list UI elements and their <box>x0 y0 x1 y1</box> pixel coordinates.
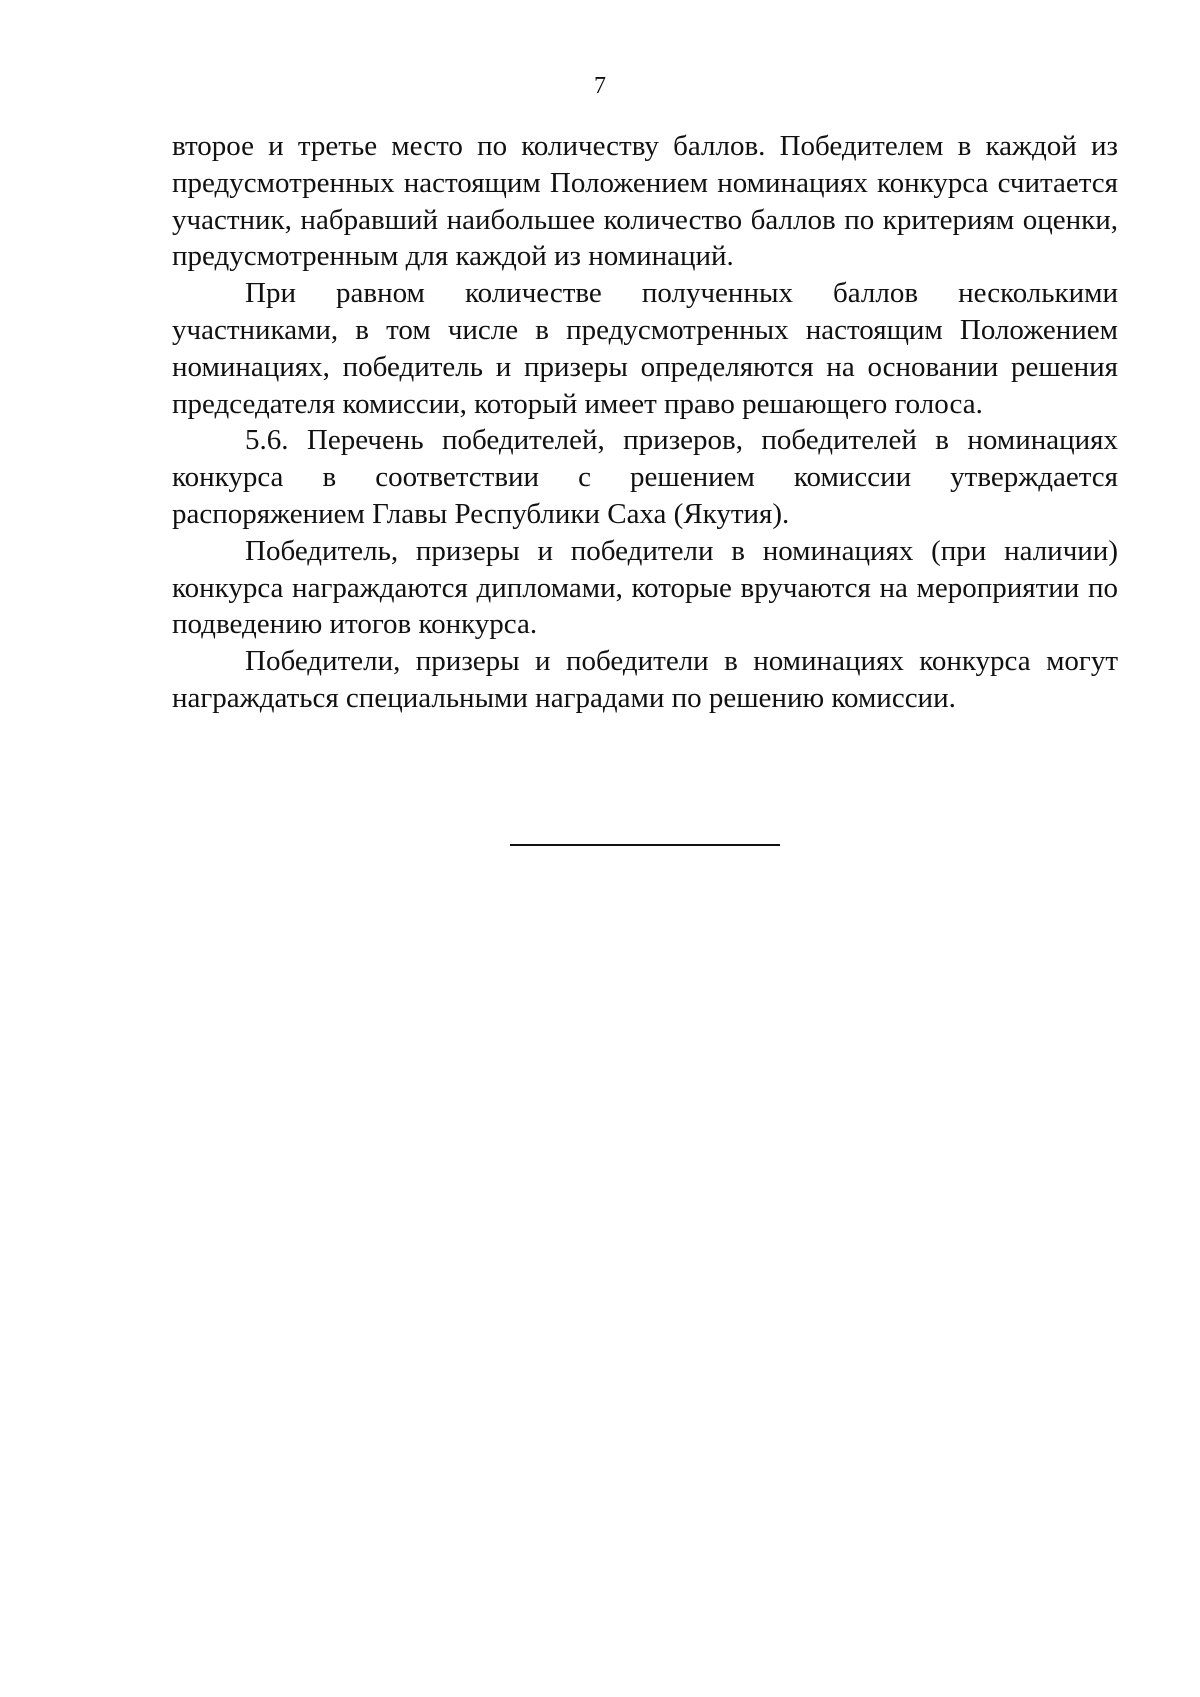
page-number: 7 <box>594 73 606 99</box>
paragraph-diplomas: Победитель, призеры и победители в номинациях (при наличии) конкурса награждаются дипломами, которые вручаются на мероприятии по подведению итогов конкурса. <box>172 534 1118 641</box>
paragraph-continuation: второе и третье место по количеству баллов. Победителем в каждой из предусмотренных настоящим Положением номинациях конкурса считается участник, набравший наибольшее количество баллов по критериям оценки, предусмотренным для каждой из номинаций. <box>172 130 1118 273</box>
paragraph-5-6: 5.6. Перечень победителей, призеров, победителей в номинациях конкурса в соответствии с решением комиссии утверждается распоряжением Главы Республики Саха (Якутия). <box>172 424 1118 530</box>
paragraph-tie-rule: При равном количестве полученных баллов несколькими участниками, в том числе в предусмотренных настоящим Положением номинациях, победитель и призеры определяются на основании решения председателя комиссии, который имеет право решающего голоса. <box>172 277 1118 420</box>
document-body <box>172 128 1118 717</box>
paragraph-special-awards: Победители, призеры и победители в номинациях конкурса могут награждаться специальными наградами по решению комиссии. <box>172 645 1118 714</box>
end-of-text-divider <box>510 844 780 846</box>
